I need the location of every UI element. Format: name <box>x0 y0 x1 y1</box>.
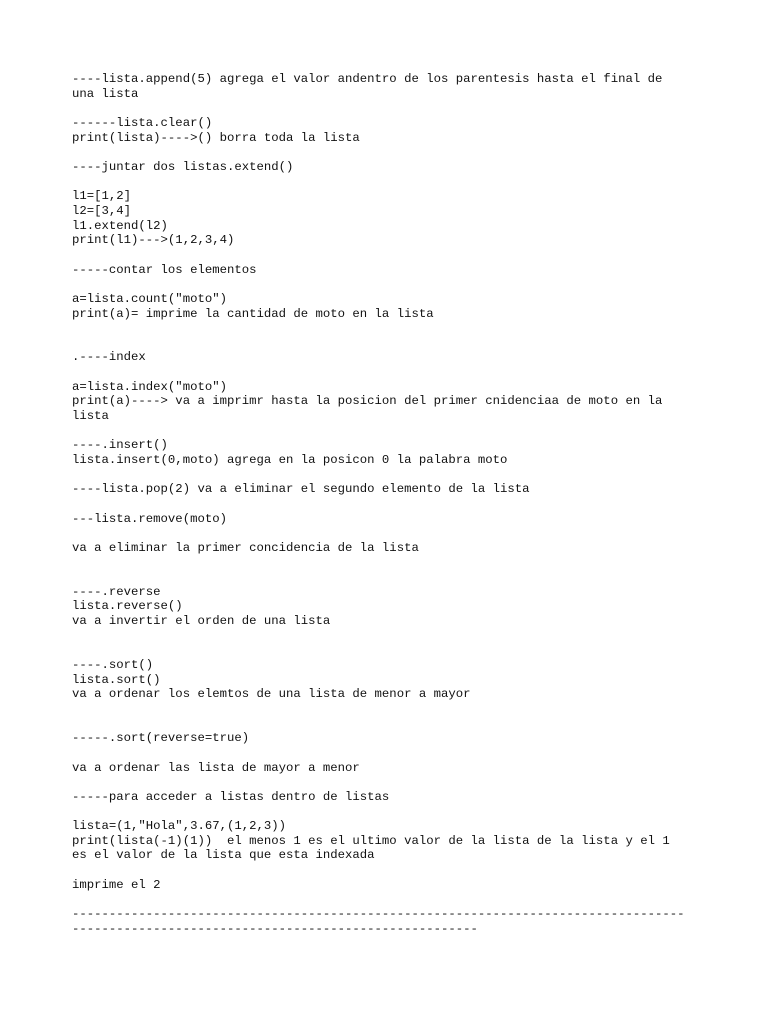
text-line: ----juntar dos listas.extend() <box>72 159 294 174</box>
text-line: l1=[1,2] <box>72 189 132 204</box>
text-line: print(lista(-1)(1)) el menos 1 es el ultimo valor de la lista de la lista y el 1 <box>72 833 670 848</box>
text-line: va a ordenar los elemtos de una lista de menor a mayor <box>72 687 471 702</box>
text-line: .----index <box>72 350 146 365</box>
text-line: va a ordenar las lista de mayor a menor <box>72 760 360 775</box>
text-line: print(lista)---->() borra toda la lista <box>72 130 360 145</box>
text-line: es el valor de la lista que esta indexada <box>72 848 375 863</box>
text-line: lista <box>72 409 109 424</box>
text-line: -----.sort(reverse=true) <box>72 731 250 746</box>
text-line: una lista <box>72 86 139 101</box>
text-line: lista.insert(0,moto) agrega en la posicon 0 la palabra moto <box>72 453 508 468</box>
text-line: ----.sort() <box>72 658 154 672</box>
separator-line: ------------------------------------------------------- <box>72 921 478 936</box>
text-line: lista=(1,"Hola",3.67,(1,2,3)) <box>72 819 287 834</box>
text-line: lista.reverse() <box>72 599 183 614</box>
text-line: va a invertir el orden de una lista <box>72 614 331 629</box>
text-line: -----contar los elementos <box>72 262 257 277</box>
text-line: va a eliminar la primer concidencia de la lista <box>72 540 419 555</box>
text-line: lista.sort() <box>72 672 161 687</box>
text-line: print(a)= imprime la cantidad de moto en la lista <box>72 306 434 321</box>
text-line: ------lista.clear() <box>72 115 213 130</box>
document-page <box>72 72 712 936</box>
text-line: l2=[3,4] <box>72 203 132 218</box>
text-line: a=lista.index("moto") <box>72 379 227 394</box>
text-line: ---lista.remove(moto) <box>72 511 227 526</box>
text-line: ----lista.append(5) agrega el valor andentro de los parentesis hasta el final de <box>72 72 663 86</box>
text-line: ----.reverse <box>72 584 161 599</box>
text-line: print(l1)--->(1,2,3,4) <box>72 233 235 248</box>
text-line: -----para acceder a listas dentro de listas <box>72 789 390 804</box>
text-line: a=lista.count("moto") <box>72 291 227 306</box>
text-line: imprime el 2 <box>72 877 161 892</box>
text-line: print(a)----> va a imprimr hasta la posicion del primer cnidenciaa de moto en la <box>72 394 663 409</box>
text-line: ----.insert() <box>72 438 168 453</box>
text-line: ----lista.pop(2) va a eliminar el segundo elemento de la lista <box>72 482 530 497</box>
separator-line: ----------------------------------------------------------------------------------- <box>72 907 685 922</box>
text-line: l1.extend(l2) <box>72 218 168 233</box>
